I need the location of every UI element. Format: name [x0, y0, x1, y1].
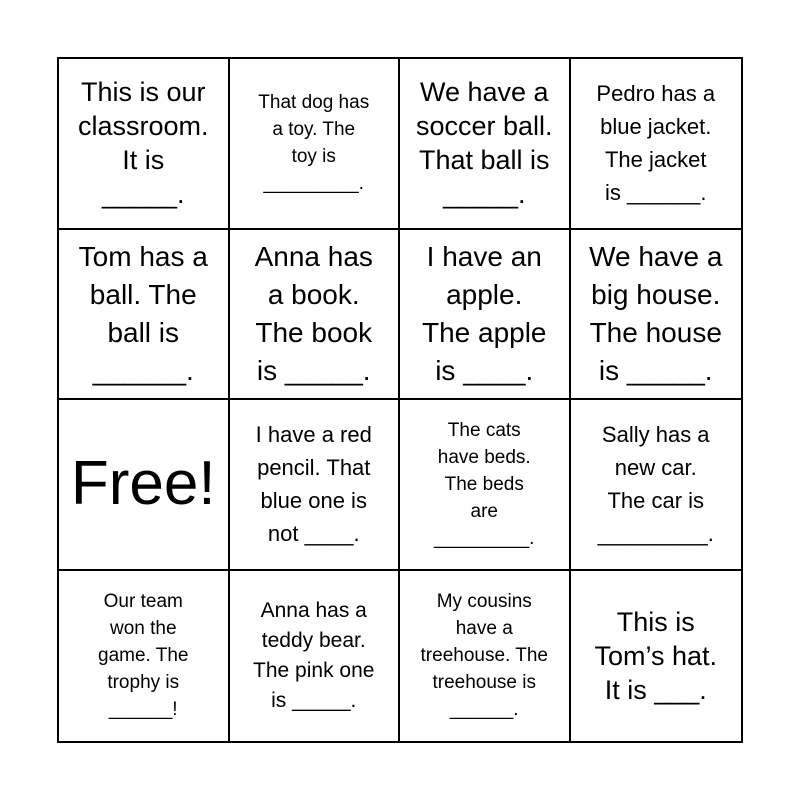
bingo-cell-r3c3[interactable] — [400, 400, 571, 571]
bingo-cell-r2c2[interactable] — [230, 230, 401, 401]
cell-text: Tom has a ball. The ball is ______. — [78, 240, 208, 386]
cell-text: I have a red pencil. That blue one is not ____. — [255, 422, 372, 547]
bingo-cell-r4c3[interactable] — [400, 571, 571, 742]
cell-text: Our team won the game. The trophy is ______! — [98, 591, 189, 721]
bingo-cell-r3c2[interactable] — [230, 400, 401, 571]
bingo-cell-r1c2[interactable] — [230, 59, 401, 230]
bingo-cell-r3c4[interactable] — [571, 400, 742, 571]
bingo-cell-r1c4[interactable] — [571, 59, 742, 230]
bingo-cell-r2c4[interactable] — [571, 230, 742, 401]
bingo-cell-r4c2[interactable] — [230, 571, 401, 742]
cell-text: Anna has a book. The book is _____. — [254, 240, 373, 386]
cell-text: We have a big house. The house is _____. — [589, 240, 723, 386]
bingo-cell-r2c1[interactable] — [59, 230, 230, 401]
cell-text: My cousins have a treehouse. The treehouse is ______. — [420, 591, 548, 721]
cell-text: Pedro has a blue jacket. The jacket is ______. — [596, 81, 716, 206]
bingo-cell-r4c1[interactable] — [59, 571, 230, 742]
bingo-cell-r1c3[interactable] — [400, 59, 571, 230]
cell-text: This is Tom’s hat. It is ___. — [594, 606, 718, 705]
cell-text: Anna has a teddy bear. The pink one is _____. — [253, 598, 375, 712]
cell-text: That dog has a toy. The toy is _________. — [258, 92, 370, 195]
bingo-board — [57, 57, 743, 743]
bingo-cell-r2c3[interactable] — [400, 230, 571, 401]
free-space-text: Free! — [70, 449, 216, 519]
cell-text: This is our classroom. It is _____. — [77, 77, 209, 210]
cell-text: Sally has a new car. The car is _________. — [597, 422, 714, 547]
cell-text: We have a soccer ball. That ball is _____. — [415, 77, 553, 210]
bingo-cell-r1c1[interactable] — [59, 59, 230, 230]
bingo-cell-free[interactable] — [59, 400, 230, 571]
cell-text: I have an apple. The apple is ____. — [421, 240, 547, 386]
bingo-cell-r4c4[interactable] — [571, 571, 742, 742]
cell-text: The cats have beds. The beds are _________. — [434, 419, 535, 549]
